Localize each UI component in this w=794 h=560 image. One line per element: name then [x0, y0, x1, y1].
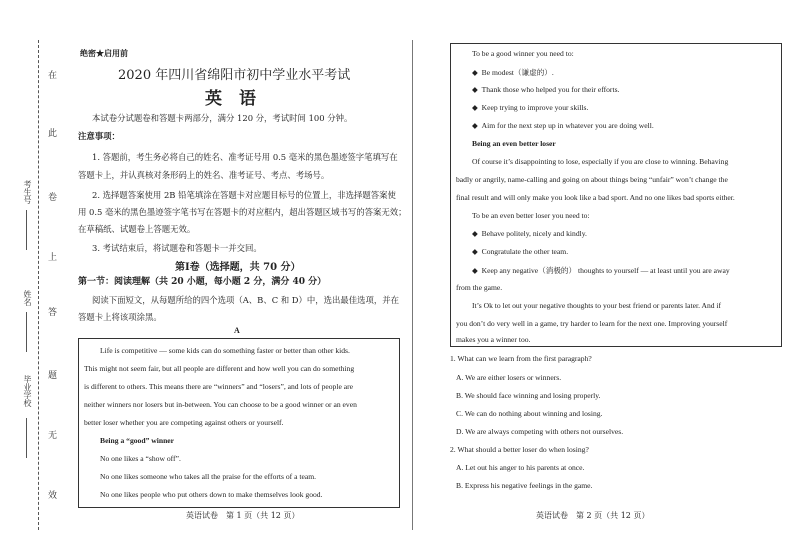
- passage-item: No one likes people who put others down to make themselves look good.: [100, 490, 323, 499]
- question-option: A. Let out his anger to his parents at once.: [456, 463, 585, 472]
- subhead-good-winner: Being a “good” winner: [100, 436, 175, 445]
- fill-line: [26, 210, 27, 250]
- bullet-item: [472, 265, 730, 276]
- margin-char: 在: [48, 71, 58, 81]
- subject-title: 英 语: [205, 89, 256, 109]
- page-footer: 英语试卷 第 1 页（共 12 页）: [186, 511, 300, 520]
- bullet-item: [472, 103, 588, 112]
- passage-line: badly or angrily, name-calling and going on about things being “unfair” won’t change the: [456, 175, 728, 184]
- passage-line: is different to others. This means there are “winners” and “losers”, and lots of people are: [84, 382, 353, 391]
- diamond-bullet-icon: ◆: [472, 85, 478, 94]
- note-line: 答题卡上，并认真核对条形码上的姓名、准考证号、考点、考场号。: [78, 170, 330, 180]
- passage-item: No one likes a “show off”.: [100, 454, 181, 463]
- passage-line: This might not seem fair, but all people are different and how well you can do something: [84, 364, 355, 373]
- question-2: 2. What should a better loser do when losing?: [450, 445, 589, 454]
- margin-char: 此: [48, 129, 58, 139]
- margin-char: 卷: [48, 193, 58, 203]
- bullet-text: Thank those who helped you for their efforts.: [481, 85, 620, 94]
- passage-line: Life is competitive — some kids can do something faster or better than other kids.: [100, 346, 350, 355]
- bullet-text: Behave politely, nicely and kindly.: [481, 229, 587, 238]
- bullet-text: Keep any negative（消极的） thoughts to yourself — at least until you are away: [481, 266, 730, 275]
- fill-line: [26, 418, 27, 458]
- diamond-bullet-icon: ◆: [472, 266, 478, 275]
- passage-line: better loser whether you are competing against others or yourself.: [84, 418, 284, 427]
- secret-mark: 绝密★启用前: [80, 48, 128, 58]
- question-option: B. Express his negative feelings in the game.: [456, 481, 593, 490]
- binding-dashed-line: [38, 40, 39, 530]
- question-option: D. We are always competing with others not ourselves.: [456, 427, 624, 436]
- margin-char: 上: [48, 253, 58, 263]
- passage-line: final result and will only make you look like a bad sport. And no one likes bad sports either.: [456, 193, 735, 202]
- note-line: 用 0.5 毫米的黑色墨迹签字笔书写在答题卡的对应框内，超出答题区域书写的答案无效；: [78, 207, 407, 217]
- note-line: 3. 考试结束后，将试题卷和答题卡一并交回。: [92, 243, 262, 253]
- margin-char: 无: [48, 431, 58, 441]
- margin-label-exam-number: 考生号: [23, 180, 32, 204]
- section-title: 第一节：阅读理解（共 20 小题，每小题 2 分，满分 40 分）: [78, 277, 327, 287]
- box-intro: To be a good winner you need to:: [472, 49, 574, 58]
- bullet-item: [472, 67, 554, 78]
- margin-label-school: 毕业学校: [23, 375, 32, 407]
- margin-label-name: 姓名: [23, 290, 32, 306]
- diamond-bullet-icon: ◆: [472, 68, 478, 77]
- note-line: 2. 选择题答案使用 2B 铅笔填涂在答题卡对应题目标号的位置上，非选择题答案使: [92, 190, 396, 200]
- subhead-better-loser: Being an even better loser: [472, 139, 556, 148]
- passage-item: No one likes someone who takes all the praise for the efforts of a team.: [100, 472, 317, 481]
- bullet-item: [472, 121, 654, 130]
- passage-line: Of course it’s disappointing to lose, especially if you are close to winning. Behaving: [472, 157, 729, 166]
- fill-line: [26, 312, 27, 352]
- diamond-bullet-icon: ◆: [472, 229, 478, 238]
- bullet-item: [472, 229, 587, 238]
- passage-line: It’s Ok to let out your negative thoughts to your best friend or parents later. And if: [472, 301, 722, 310]
- passage-line: To be an even better loser you need to:: [472, 211, 590, 220]
- passage-label: A: [234, 326, 240, 335]
- diamond-bullet-icon: ◆: [472, 247, 478, 256]
- passage-line: neither winners nor losers but in-between. You can choose to be a good winner or an even: [84, 400, 357, 409]
- bullet-item: [472, 85, 619, 94]
- section-intro: 答题卡上将该项涂黑。: [78, 312, 162, 322]
- exam-title: 2020 年四川省绵阳市初中学业水平考试: [118, 68, 351, 83]
- margin-char: 答: [48, 308, 58, 318]
- bullet-text: Be modest（谦虚的）.: [481, 68, 554, 77]
- question-1: 1. What can we learn from the first paragraph?: [450, 354, 592, 363]
- question-option: A. We are either losers or winners.: [456, 373, 562, 382]
- exam-intro: 本试卷分试题卷和答题卡两部分，满分 120 分，考试时间 100 分钟。: [92, 113, 353, 123]
- bullet-item: [472, 247, 568, 256]
- question-option: B. We should face winning and losing properly.: [456, 391, 601, 400]
- bullet-text: Aim for the next step up in whatever you are doing well.: [481, 121, 654, 130]
- passage-line: from the game.: [456, 283, 503, 292]
- bullet-text: Congratulate the other team.: [481, 247, 569, 256]
- section-intro: 阅读下面短文，从每题所给的四个选项（A、B、C 和 D）中，选出最佳选项，并在: [92, 295, 400, 305]
- passage-line: you don’t do very well in a game, try harder to learn for the next one. Improving yourself: [456, 319, 728, 328]
- diamond-bullet-icon: ◆: [472, 103, 478, 112]
- page-divider: [412, 40, 413, 530]
- note-line: 在草稿纸、试题卷上答题无效。: [78, 224, 196, 234]
- margin-char: 题: [48, 371, 58, 381]
- question-option: C. We can do nothing about winning and losing.: [456, 409, 603, 418]
- notes-title: 注意事项：: [78, 131, 120, 141]
- passage-line: makes you a winner too.: [456, 335, 531, 344]
- diamond-bullet-icon: ◆: [472, 121, 478, 130]
- part-title: 第Ⅰ卷（选择题，共 70 分）: [175, 262, 301, 273]
- margin-char: 效: [48, 491, 58, 501]
- bullet-text: Keep trying to improve your skills.: [481, 103, 589, 112]
- page-footer: 英语试卷 第 2 页（共 12 页）: [536, 511, 650, 520]
- note-line: 1. 答题前，考生务必将自己的姓名、准考证号用 0.5 毫米的黑色墨迹签字笔填写在: [92, 152, 398, 162]
